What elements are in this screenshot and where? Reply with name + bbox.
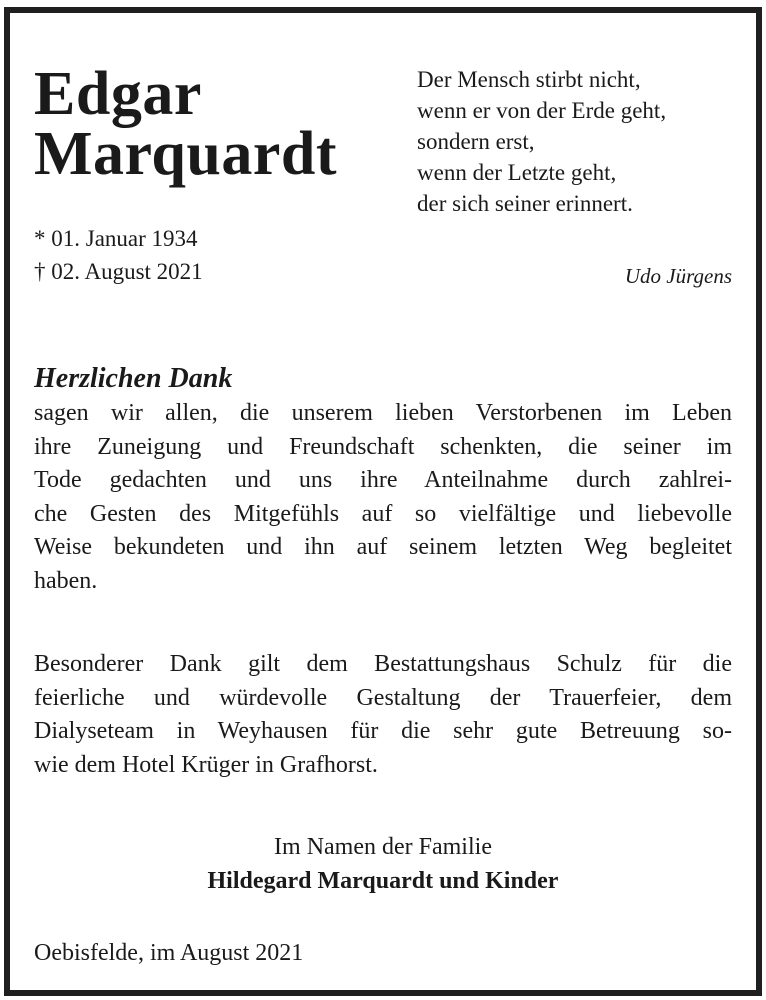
signature-block [34,830,732,898]
deceased-first-name: Edgar [34,60,202,128]
place-and-date: Oebisfelde, im August 2021 [34,940,304,966]
special-thanks-paragraph [34,648,732,782]
paragraph-line: Besonderer Dank gilt dem Bestattungshaus Schulz für die [34,651,732,677]
life-dates [34,222,203,288]
quote-author: Udo Jürgens [624,264,732,288]
quote-line: der sich seiner erinnert. [417,191,633,216]
paragraph-line: haben. [34,567,98,594]
quote-line: wenn er von der Erde geht, [417,98,667,123]
paragraph-line: Weise bekundeten und ihn auf seinem letzten Weg begleitet [34,534,732,560]
paragraph-line: wie dem Hotel Krüger in Grafhorst. [34,751,378,778]
thanks-heading: Herzlichen Dank [34,363,233,394]
paragraph-line: Dialyseteam in Weyhausen für die sehr gute Betreuung so- [34,718,732,744]
thanks-paragraph [34,397,732,598]
paragraph-line: che Gesten des Mitgefühls auf so vielfältige und liebevolle [34,500,732,527]
paragraph-line: sagen wir allen, die unserem lieben Verstorbenen im Leben [34,400,732,426]
memorial-quote [417,64,666,219]
deceased-name [34,60,338,188]
paragraph-line: ihre Zuneigung und Freundschaft schenkten, die seiner im [34,433,732,460]
quote-line: Der Mensch stirbt nicht, [417,67,641,92]
birth-date: * 01. Januar 1934 [34,226,198,251]
paragraph-line: feierliche und würdevolle Gestaltung der Trauerfeier, dem [34,684,732,711]
death-date: † 02. August 2021 [34,259,203,284]
signature-intro: Im Namen der Familie [274,834,492,860]
quote-line: wenn der Letzte geht, [417,160,617,185]
deceased-last-name: Marquardt [34,120,338,188]
quote-line: sondern erst, [417,129,535,154]
paragraph-line: Tode gedachten und uns ihre Anteilnahme durch zahlrei- [34,467,732,493]
signature-family: Hildegard Marquardt und Kinder [207,868,559,894]
